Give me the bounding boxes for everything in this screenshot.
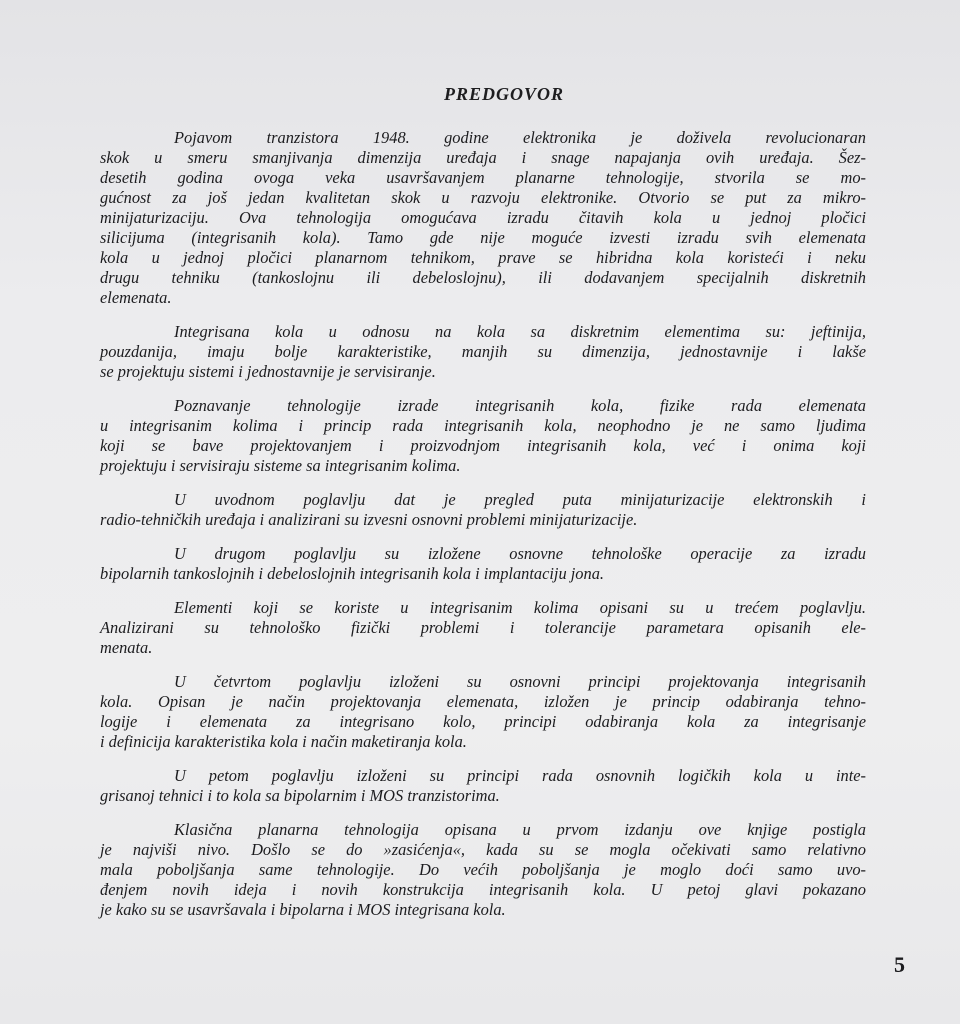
text-line: Poznavanje tehnologije izrade integrisanih kola, fizike rada elemenata (174, 396, 866, 415)
text-line: đenjem novih ideja i novih konstrukcija integrisanih kola. U petoj glavi pokazano (100, 880, 866, 899)
paragraph (100, 396, 866, 476)
text-line: Elementi koji se koriste u integrisanim kolima opisani su u trećem poglavlju. (174, 598, 866, 617)
text-line: menata. (100, 638, 153, 657)
text-line: elemenata. (100, 288, 172, 307)
text-line: grisanoj tehnici i to kola sa bipolarnim i MOS tranzistorima. (100, 786, 500, 805)
text-line: drugu tehniku (tankoslojnu ili debeloslojnu), ili dodavanjem specijalnih diskretnih (100, 268, 866, 287)
text-line: je kako su se usavršavala i bipolarna i MOS integrisana kola. (100, 900, 506, 919)
text-line: U petom poglavlju izloženi su principi rada osnovnih logičkih kola u inte- (174, 766, 866, 785)
text-line: radio-tehničkih uređaja i analizirani su izvesni osnovni problemi minijaturizacije. (100, 510, 638, 529)
text-line: je najviši nivo. Došlo se do »zasićenja«, kada su se mogla očekivati samo relativno (100, 840, 866, 859)
paragraph (100, 766, 866, 806)
paragraph (100, 544, 866, 584)
text-line: desetih godina ovoga veka usavršavanjem planarne tehnologije, stvorila se mo- (100, 168, 866, 187)
page-number: 5 (894, 952, 905, 977)
text-line: u integrisanim kolima i princip rada integrisanih kola, neophodno je ne samo ljudima (100, 416, 866, 435)
text-line: minijaturizaciju. Ova tehnologija omogućava izradu čitavih kola u jednoj pločici (100, 208, 866, 227)
bleed-through-text (160, 0, 960, 96)
text-line: U uvodnom poglavlju dat je pregled puta minijaturizacije elektronskih i (174, 490, 866, 509)
text-line: silicijuma (integrisanih kola). Tamo gde nije moguće izvesti izradu svih elemenata (100, 228, 866, 247)
text-line: Analizirani su tehnološko fizički problemi i tolerancije parametara opisanih ele- (100, 618, 866, 637)
paragraph (100, 672, 866, 752)
text-line: kola. Opisan je način projektovanja elemenata, izložen je princip odabiranja tehno- (100, 692, 866, 711)
paragraph (100, 322, 866, 382)
text-line: Pojavom tranzistora 1948. godine elektronika je doživela revolucionaran (174, 128, 866, 147)
text-line: koji se bave projektovanjem i proizvodnjom integrisanih kola, već i onima koji (100, 436, 866, 455)
paragraph (100, 490, 866, 530)
text-line: projektuju i servisiraju sisteme sa integrisanim kolima. (100, 456, 461, 475)
paragraph (100, 598, 866, 658)
text-line: U četvrtom poglavlju izloženi su osnovni principi projektovanja integrisanih (174, 672, 866, 691)
text-line: Integrisana kola u odnosu na kola sa diskretnim elementima su: jeftinija, (174, 322, 866, 341)
text-line: bipolarnih tankoslojnih i debeloslojnih integrisanih kola i implantaciju jona. (100, 564, 604, 583)
paragraph (100, 820, 866, 920)
page-title: PREDGOVOR (443, 84, 564, 104)
text-line: skok u smeru smanjivanja dimenzija uređaja i snage napajanja ovih uređaja. Šez- (100, 148, 866, 167)
text-line: se projektuju sistemi i jednostavnije je servisiranje. (100, 362, 436, 381)
paragraph (100, 128, 866, 308)
text-line: i definicija karakteristika kola i način maketiranja kola. (100, 732, 467, 751)
text-line: gućnost za još jedan kvalitetan skok u razvoju elektronike. Otvorio se put za mikro- (100, 188, 866, 207)
text-line: pouzdanija, imaju bolje karakteristike, manjih su dimenzija, jednostavnije i lakše (100, 342, 866, 361)
text-line: logije i elemenata za integrisano kolo, principi odabiranja kola za integrisanje (100, 712, 866, 731)
text-line: Klasična planarna tehnologija opisana u prvom izdanju ove knjige postigla (174, 820, 866, 839)
text-line: U drugom poglavlju su izložene osnovne tehnološke operacije za izradu (174, 544, 866, 563)
text-line: kola u jednoj pločici planarnom tehnikom, prave se hibridna kola koristeći i neku (100, 248, 866, 267)
text-line: mala poboljšanja same tehnologije. Do većih poboljšanja je moglo doći samo uvo- (100, 860, 866, 879)
text-body (100, 128, 866, 934)
